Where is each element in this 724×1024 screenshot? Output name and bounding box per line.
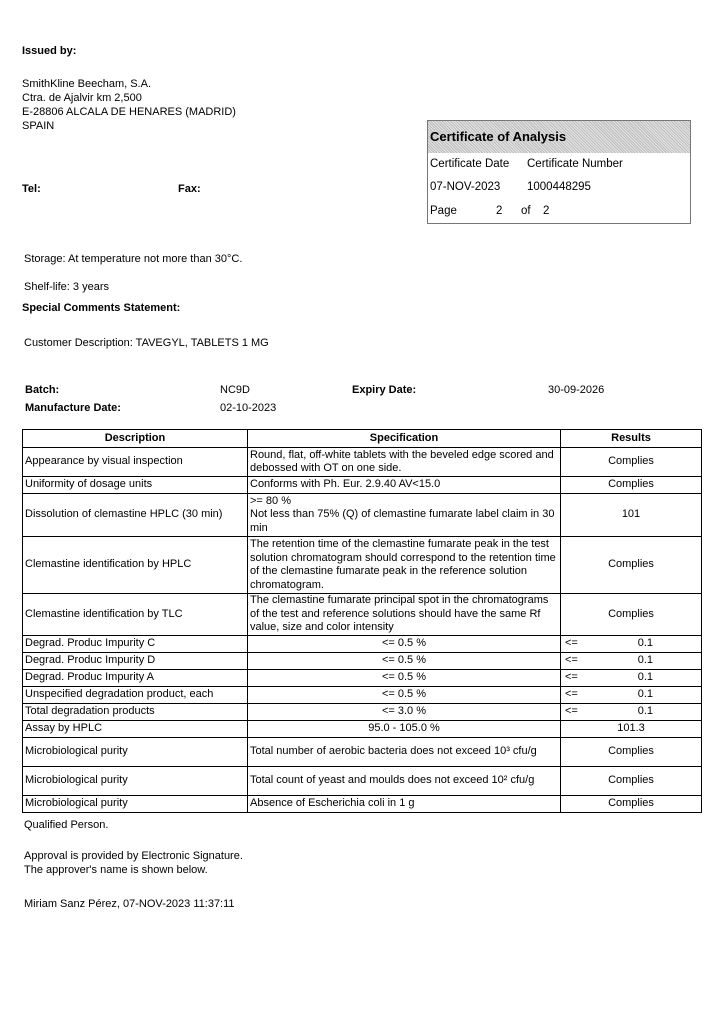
of-label: of	[521, 205, 531, 217]
page-label: Page	[430, 205, 457, 217]
row-result: Complies	[561, 738, 702, 767]
row-description: Assay by HPLC	[23, 721, 248, 738]
table-row	[23, 767, 702, 796]
result-prefix: <=	[565, 637, 578, 650]
row-specification: Absence of Escherichia coli in 1 g	[248, 796, 561, 813]
row-specification: <= 0.5 %	[248, 687, 561, 704]
table-row	[23, 477, 702, 494]
table-row	[23, 448, 702, 477]
row-description: Degrad. Produc Impurity A	[23, 670, 248, 687]
row-specification: Round, flat, off-white tablets with the beveled edge scored and debossed with OT on one side.	[248, 448, 561, 477]
row-result: Complies	[561, 767, 702, 796]
row-result	[561, 670, 702, 687]
qualified-person: Qualified Person.	[24, 819, 109, 831]
row-description: Degrad. Produc Impurity D	[23, 653, 248, 670]
row-result	[561, 687, 702, 704]
row-result: 101.3	[561, 721, 702, 738]
manufacture-date-value: 02-10-2023	[220, 402, 277, 414]
customer-description: Customer Description: TAVEGYL, TABLETS 1 MG	[24, 337, 269, 349]
shelf-life-text: Shelf-life: 3 years	[24, 281, 109, 293]
approval-line-2: The approver's name is shown below.	[24, 864, 208, 876]
address-line-1: Ctra. de Ajalvir km 2,500	[22, 92, 142, 104]
row-specification: <= 0.5 %	[248, 653, 561, 670]
total-pages: 2	[543, 205, 550, 217]
batch-value: NC9D	[220, 384, 250, 396]
row-description: Clemastine identification by HPLC	[23, 537, 248, 594]
certificate-date: 07-NOV-2023	[430, 181, 501, 193]
row-description: Total degradation products	[23, 704, 248, 721]
row-description: Clemastine identification by TLC	[23, 594, 248, 636]
row-specification: <= 0.5 %	[248, 670, 561, 687]
result-prefix: <=	[565, 671, 578, 684]
row-specification: 95.0 - 105.0 %	[248, 721, 561, 738]
approval-line-1: Approval is provided by Electronic Signature.	[24, 850, 243, 862]
row-description: Dissolution of clemastine HPLC (30 min)	[23, 494, 248, 537]
result-prefix: <=	[565, 654, 578, 667]
certificate-number: 1000448295	[527, 181, 591, 193]
table-row	[23, 687, 702, 704]
table-row	[23, 721, 702, 738]
table-row	[23, 796, 702, 813]
expiry-date-label: Expiry Date:	[352, 384, 417, 396]
result-prefix: <=	[565, 688, 578, 701]
result-prefix: <=	[565, 705, 578, 718]
row-specification: Total count of yeast and moulds does not exceed 10² cfu/g	[248, 767, 561, 796]
table-row	[23, 653, 702, 670]
row-result: 101	[561, 494, 702, 537]
header-specification: Specification	[248, 430, 561, 448]
certificate-title: Certificate of Analysis	[430, 129, 567, 144]
row-result: Complies	[561, 796, 702, 813]
table-row	[23, 636, 702, 653]
address-country: SPAIN	[22, 120, 55, 132]
issued-by-label: Issued by:	[22, 45, 77, 57]
results-table	[22, 429, 702, 813]
manufacture-date-label: Manufacture Date:	[25, 402, 121, 414]
row-result: Complies	[561, 537, 702, 594]
certificate-box	[427, 120, 691, 224]
table-row	[23, 738, 702, 767]
address-line-2: E-28806 ALCALA DE HENARES (MADRID)	[22, 106, 236, 118]
row-result	[561, 704, 702, 721]
certificate-number-label: Certificate Number	[527, 158, 623, 170]
row-description: Microbiological purity	[23, 767, 248, 796]
tel-label: Tel:	[22, 183, 41, 195]
row-description: Microbiological purity	[23, 738, 248, 767]
result-value: 0.1	[637, 705, 653, 718]
row-description: Microbiological purity	[23, 796, 248, 813]
batch-label: Batch:	[25, 384, 60, 396]
result-value: 0.1	[637, 671, 653, 684]
row-description: Unspecified degradation product, each	[23, 687, 248, 704]
special-comments-label: Special Comments Statement:	[22, 302, 181, 314]
result-value: 0.1	[637, 688, 653, 701]
result-value: 0.1	[637, 654, 653, 667]
table-row	[23, 594, 702, 636]
row-specification: <= 3.0 %	[248, 704, 561, 721]
page-number: 2	[496, 205, 503, 217]
header-description: Description	[23, 430, 248, 448]
row-specification: <= 0.5 %	[248, 636, 561, 653]
row-result: Complies	[561, 594, 702, 636]
result-value: 0.1	[637, 637, 653, 650]
company-name: SmithKline Beecham, S.A.	[22, 78, 152, 90]
row-specification: Conforms with Ph. Eur. 2.9.40 AV<15.0	[248, 477, 561, 494]
row-description: Appearance by visual inspection	[23, 448, 248, 477]
table-row	[23, 670, 702, 687]
row-description: Degrad. Produc Impurity C	[23, 636, 248, 653]
row-result: Complies	[561, 477, 702, 494]
table-row	[23, 537, 702, 594]
certificate-title-bar	[428, 121, 690, 153]
row-result: Complies	[561, 448, 702, 477]
row-specification: Total number of aerobic bacteria does not exceed 10³ cfu/g	[248, 738, 561, 767]
row-result	[561, 653, 702, 670]
expiry-date-value: 30-09-2026	[548, 384, 605, 396]
certificate-date-label: Certificate Date	[430, 158, 510, 170]
row-result	[561, 636, 702, 653]
row-description: Uniformity of dosage units	[23, 477, 248, 494]
row-specification: The clemastine fumarate principal spot in the chromatograms of the test and reference solutions should have the same Rf value, size and color intensity	[248, 594, 561, 636]
row-specification: The retention time of the clemastine fumarate peak in the test solution chromatogram should correspond to the retention time of the clemastine fumarate peak in the reference solution chromatogram.	[248, 537, 561, 594]
row-specification: >= 80 % Not less than 75% (Q) of clemastine fumarate label claim in 30 min	[248, 494, 561, 537]
table-row	[23, 704, 702, 721]
electronic-signature: Miriam Sanz Pérez, 07-NOV-2023 11:37:11	[24, 898, 235, 910]
table-row	[23, 494, 702, 537]
table-header-row	[23, 430, 702, 448]
storage-text: Storage: At temperature not more than 30°C.	[24, 253, 243, 265]
header-results: Results	[561, 430, 702, 448]
fax-label: Fax:	[178, 183, 201, 195]
